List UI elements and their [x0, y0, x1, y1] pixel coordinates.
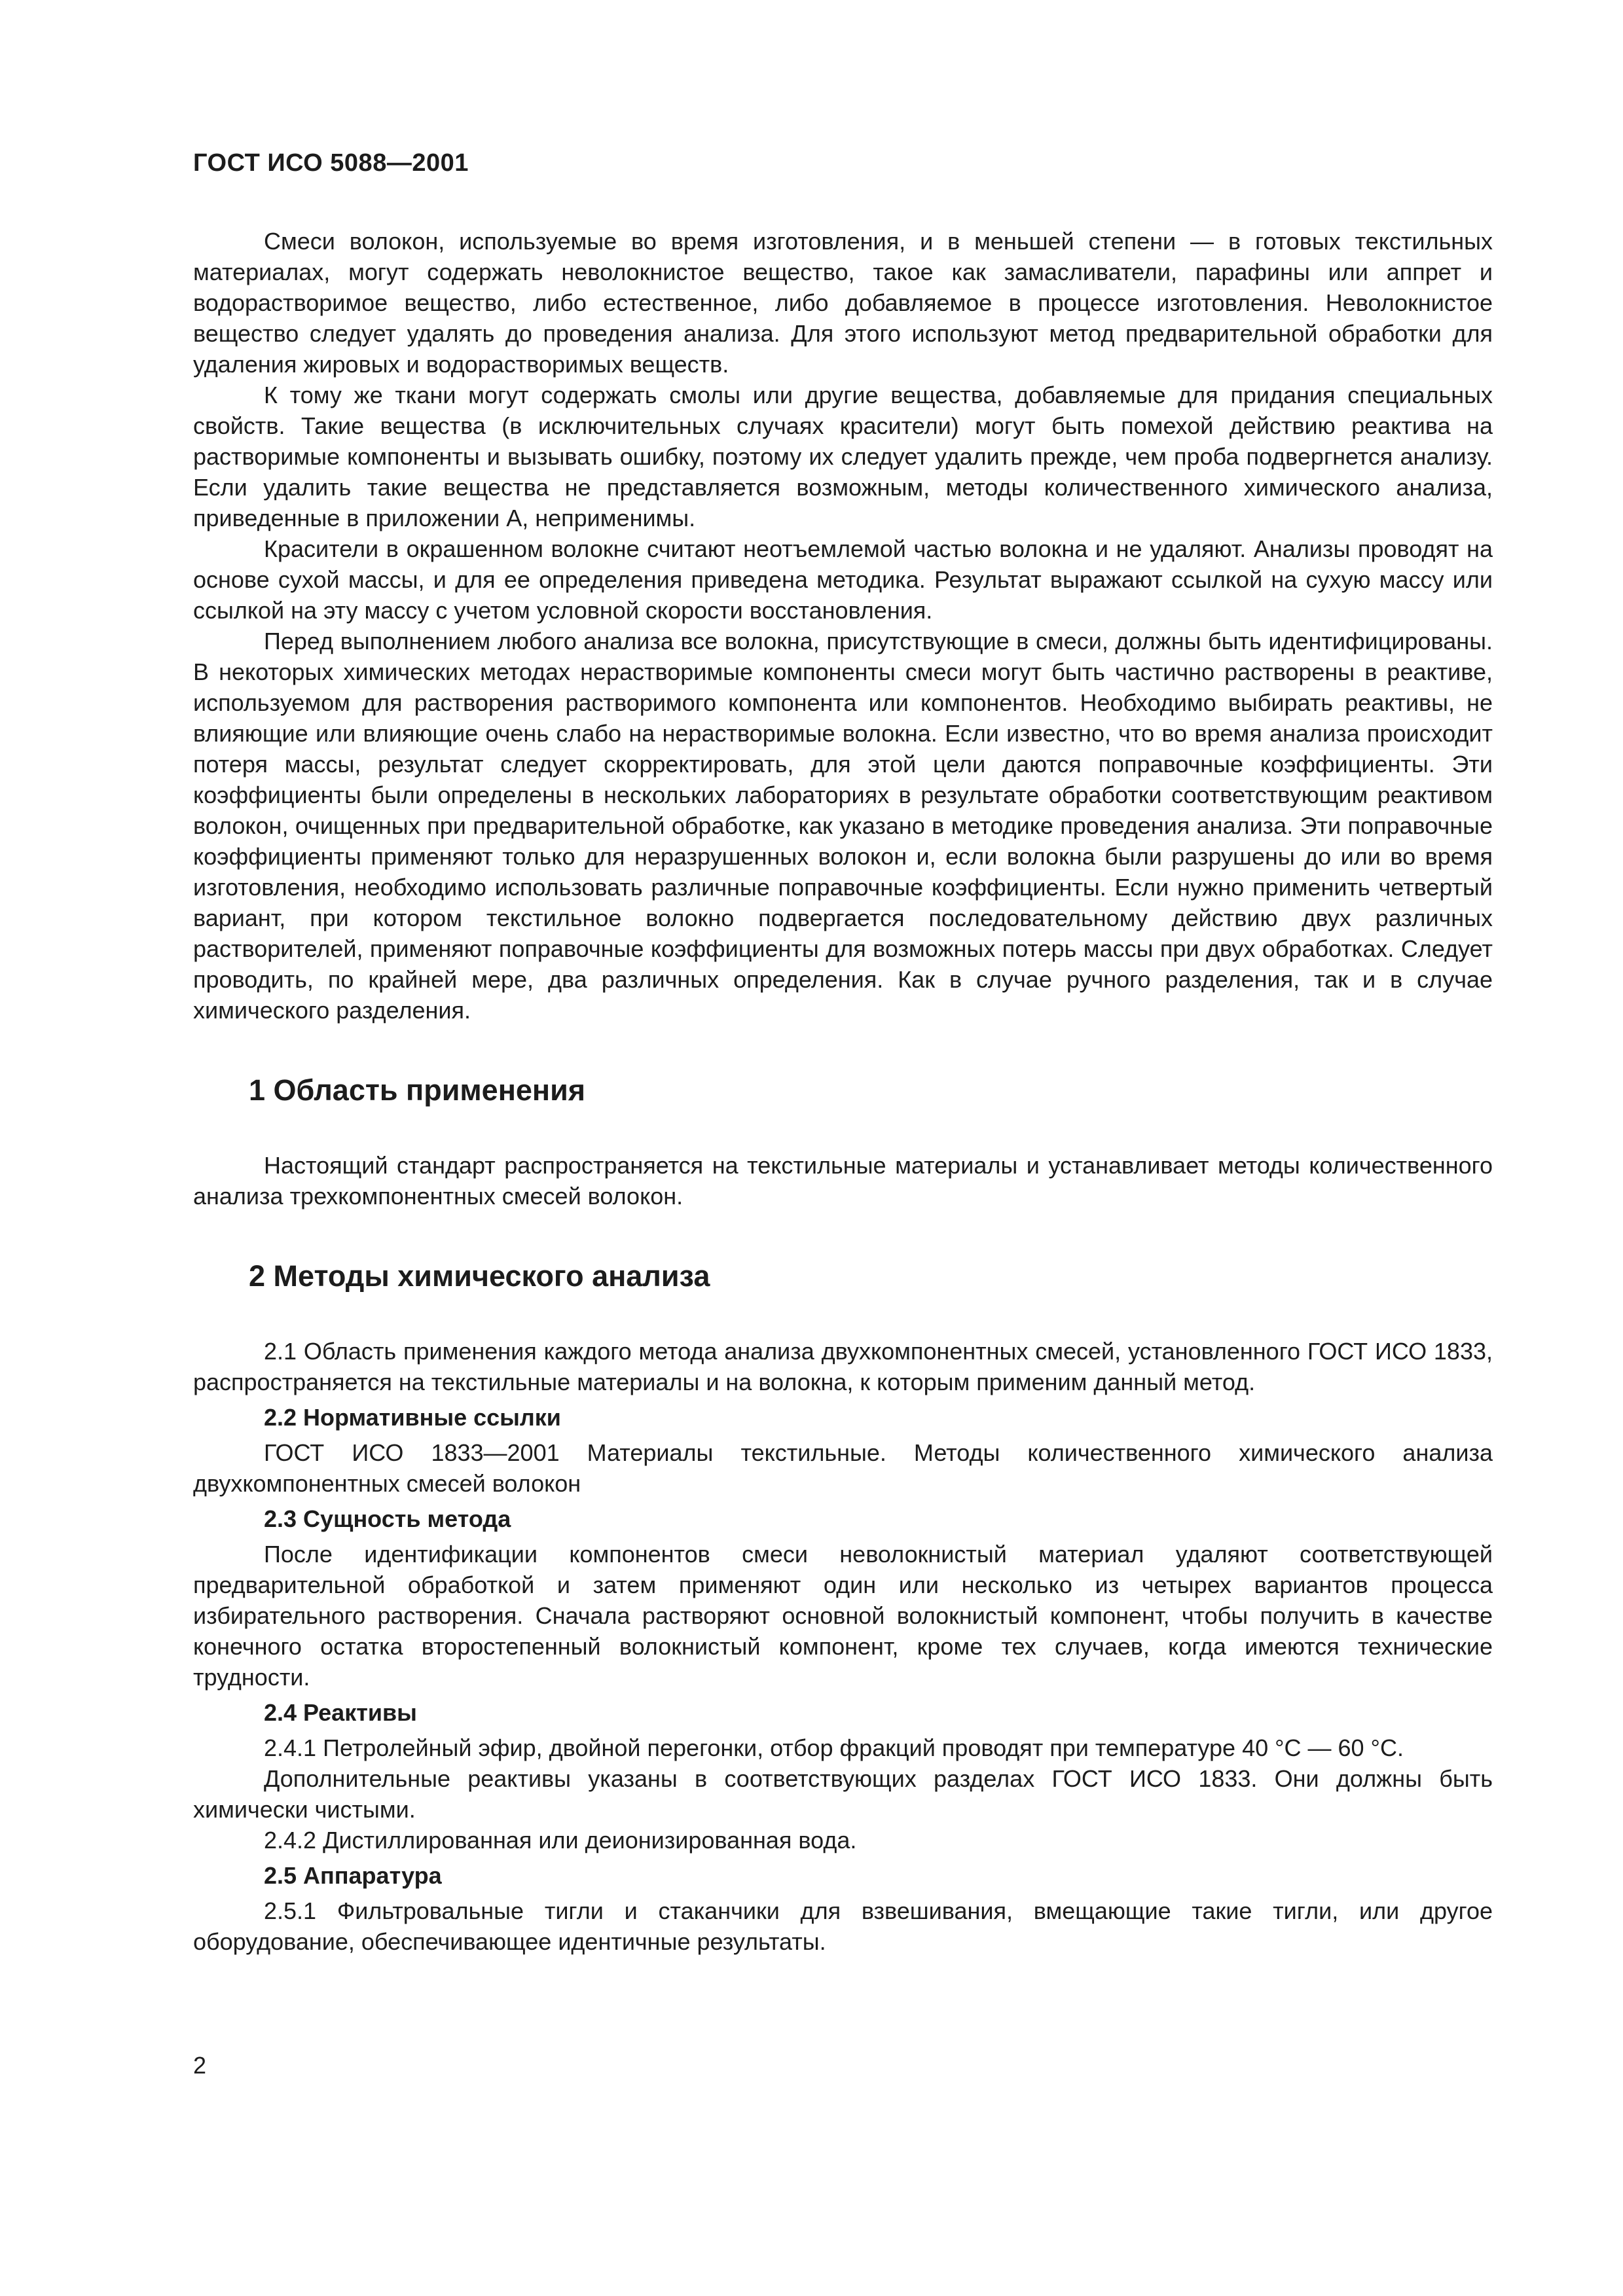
intro-paragraph-1: Смеси волокон, используемые во время изготовления, и в меньшей степени — в готовых текстильных материалах, могут содержать неволокнистое вещество, такое как замасливатели, парафины или аппрет и водорастворимое вещество, либо естественное, либо добавляемое в процессе изготовления. Неволокнистое вещество следует удалять до проведения анализа. Для этого используют метод предварительной обработки для удаления жировых и водорастворимых веществ. [193, 228, 1493, 378]
section-1-text: Настоящий стандарт распространяется на текстильные материалы и устанавливает методы количественного анализа трехкомпонентных смесей волокон. [193, 1152, 1493, 1210]
clause-2-5-1: 2.5.1 Фильтровальные тигли и стаканчики для взвешивания, вмещающие такие тигли, или другое оборудование, обеспечивающее идентичные результаты. [193, 1897, 1493, 1955]
clause-2-5-heading: 2.5 Аппаратура [264, 1862, 442, 1889]
intro-paragraph-3: Красители в окрашенном волокне считают неотъемлемой частью волокна и не удаляют. Анализы проводят на основе сухой массы, и для ее определения приведена методика. Результат выражают ссылкой на сухую массу или ссылкой на эту массу с учетом условной скорости восстановления. [193, 535, 1493, 624]
clause-2-2-text: ГОСТ ИСО 1833—2001 Материалы текстильные. Методы количественного химического анализа двухкомпонентных смесей волокон [193, 1439, 1493, 1497]
clause-2-1: 2.1 Область применения каждого метода анализа двухкомпонентных смесей, установленного ГОСТ ИСО 1833, распространяется на текстильные материалы и на волокна, к которым применим данный метод. [193, 1338, 1493, 1395]
clause-2-4-1: 2.4.1 Петролейный эфир, двойной перегонки, отбор фракций проводят при температуре 40 °С — 60 °С. [264, 1734, 1404, 1761]
intro-paragraph-4: Перед выполнением любого анализа все волокна, присутствующие в смеси, должны быть идентифицированы. В некоторых химических методах нерастворимые компоненты смеси могут быть частично растворены в реактиве, используемом для растворения растворимого компонента или компонентов. Необходимо выбирать реактивы, не влияющие или влияющие очень слабо на нерастворимые волокна. Если известно, что во время анализа происходит потеря массы, результат следует скорректировать, для этой цели даются поправочные коэффициенты. Эти коэффициенты были определены в нескольких лабораториях в результате обработки соответствующим реактивом волокон, очищенных при предварительной обработке, как указано в методике проведения анализа. Эти поправочные коэффициенты применяют только для неразрушенных волокон и, если волокна были разрушены до или во время изготовления, необходимо использовать различные поправочные коэффициенты. Если нужно применить четвертый вариант, при котором текстильное волокно подвергается последовательному действию двух различных растворителей, применяют поправочные коэффициенты для возможных потерь массы при двух обработках. Следует проводить, по крайней мере, два различных определения. Как в случае ручного разделения, так и в случае химического разделения. [193, 628, 1493, 1024]
section-1-title: 1 Область применения [249, 1073, 586, 1107]
document-header: ГОСТ ИСО 5088—2001 [193, 149, 469, 177]
document-page [193, 149, 1493, 1957]
clause-2-2-heading: 2.2 Нормативные ссылки [264, 1404, 561, 1431]
clause-2-3-text: После идентификации компонентов смеси неволокнистый материал удаляют соответствующей предварительной обработкой и затем применяют один или несколько из четырех вариантов процесса избирательного растворения. Сначала растворяют основной волокнистый компонент, чтобы получить в качестве конечного остатка второстепенный волокнистый компонент, кроме тех случаев, когда имеются технические трудности. [193, 1541, 1493, 1691]
section-2-title: 2 Методы химического анализа [249, 1259, 710, 1293]
clause-2-3-heading: 2.3 Сущность метода [264, 1505, 511, 1532]
page-number: 2 [193, 2052, 207, 2079]
clause-2-4-heading: 2.4 Реактивы [264, 1699, 417, 1726]
clause-2-4-2: 2.4.2 Дистиллированная или деионизированная вода. [264, 1827, 857, 1854]
intro-paragraph-2: К тому же ткани могут содержать смолы или другие вещества, добавляемые для придания специальных свойств. Такие вещества (в исключительных случаях красители) могут быть помехой действию реактива на растворимые компоненты и вызывать ошибку, поэтому их следует удалить прежде, чем проба подвергнется анализу. Если удалить такие вещества не представляется возможным, методы количественного химического анализа, приведенные в приложении А, неприменимы. [193, 382, 1493, 531]
clause-2-4-1-additional: Дополнительные реактивы указаны в соответствующих разделах ГОСТ ИСО 1833. Они должны быть химически чистыми. [193, 1765, 1493, 1823]
